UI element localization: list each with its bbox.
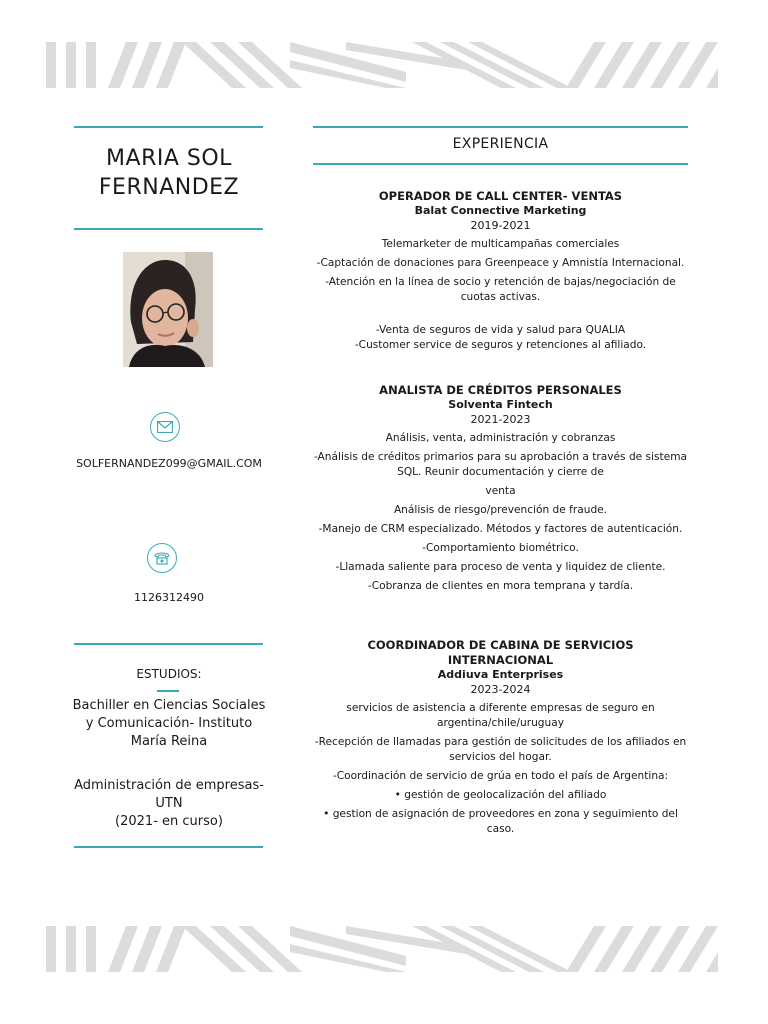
job-entry-2 [313, 383, 688, 594]
experience-divider-top [313, 126, 688, 128]
job-detail: Telemarketer de multicampañas comerciales [381, 238, 620, 250]
studies-label: ESTUDIOS: [136, 667, 202, 681]
education-line: María Reina [130, 734, 208, 749]
top-decorative-banner [46, 42, 718, 88]
education-entry-1 [64, 697, 274, 751]
job-detail: SQL. Reunir documentación y cierre de [397, 466, 604, 478]
job-detail: cuotas activas. [460, 291, 541, 303]
profile-photo [123, 252, 213, 367]
job-years: 2021-2023 [470, 413, 531, 426]
job-detail: -Análisis de créditos primarios para su aprobación a través de sistema [313, 451, 688, 463]
job-entry-1 [313, 189, 688, 353]
job-title: ANALISTA DE CRÉDITOS PERSONALES [379, 383, 622, 397]
job-detail: -Recepción de llamadas para gestión de solicitudes de los afiliados en [314, 736, 687, 748]
education-line: (2021- en curso) [115, 814, 223, 829]
left-divider-top [74, 126, 263, 128]
phone-number[interactable]: 1126312490 [134, 591, 204, 604]
job-detail: Análisis de riesgo/prevención de fraude. [393, 504, 608, 516]
job-detail: -Captación de donaciones para Greenpeace y Amnistía Internacional. [316, 257, 685, 269]
job-detail: -Cobranza de clientes en mora temprana y tardía. [367, 580, 634, 592]
education-line: y Comunicación- Instituto [85, 716, 253, 731]
experience-heading: EXPERIENCIA [452, 136, 549, 152]
job-detail: -Coordinación de servicio de grúa en todo el país de Argentina: [332, 770, 669, 782]
job-detail: servicios del hogar. [449, 751, 552, 763]
job-detail: Análisis, venta, administración y cobranzas [385, 432, 616, 444]
email-icon [150, 412, 180, 442]
telephone-icon [147, 543, 177, 573]
experience-divider-bottom [313, 163, 688, 165]
left-divider-studies [74, 643, 263, 645]
job-title: COORDINADOR DE CABINA DE SERVICIOS [367, 638, 634, 652]
job-detail: venta [485, 485, 516, 497]
job-entry-3 [313, 638, 688, 837]
job-detail: servicios de asistencia a diferente empresas de seguro en [346, 702, 655, 714]
job-detail: argentina/chile/uruguay [437, 717, 564, 729]
job-years: 2023-2024 [470, 683, 531, 696]
job-title: OPERADOR DE CALL CENTER- VENTAS [378, 189, 623, 203]
job-detail: caso. [486, 823, 515, 835]
job-title: INTERNACIONAL [447, 653, 554, 667]
job-detail: -Llamada saliente para proceso de venta y liquidez de cliente. [335, 561, 666, 573]
left-divider-name [74, 228, 263, 230]
education-line: Bachiller en Ciencias Sociales [72, 698, 266, 713]
name-line-1: MARIA SOL [106, 146, 232, 171]
name-line-2: FERNANDEZ [98, 175, 240, 200]
job-company: Solventa Fintech [448, 398, 553, 411]
job-company: Addiuva Enterprises [437, 668, 564, 681]
education-line: UTN [155, 796, 183, 811]
job-detail: -Comportamiento biométrico. [422, 542, 579, 554]
education-entry-2 [64, 777, 274, 831]
job-detail: • gestión de geolocalización del afiliado [394, 789, 607, 801]
job-company: Balat Connective Marketing [414, 204, 587, 217]
studies-underline [157, 690, 179, 692]
bottom-decorative-banner [46, 926, 718, 972]
job-detail: -Customer service de seguros y retenciones al afiliado. [354, 339, 647, 351]
job-detail: -Manejo de CRM especializado. Métodos y factores de autenticación. [318, 523, 683, 535]
job-detail: -Venta de seguros de vida y salud para QUALIA [375, 324, 626, 336]
education-line: Administración de empresas- [74, 778, 264, 793]
left-divider-bottom [74, 846, 263, 848]
job-detail: • gestion de asignación de proveedores en zona y seguimiento del [323, 808, 678, 820]
candidate-name [74, 144, 264, 202]
job-detail: -Atención en la línea de socio y retención de bajas/negociación de [325, 276, 676, 288]
email-address[interactable]: SOLFERNANDEZ099@GMAIL.COM [76, 457, 262, 470]
job-years: 2019-2021 [470, 219, 531, 232]
